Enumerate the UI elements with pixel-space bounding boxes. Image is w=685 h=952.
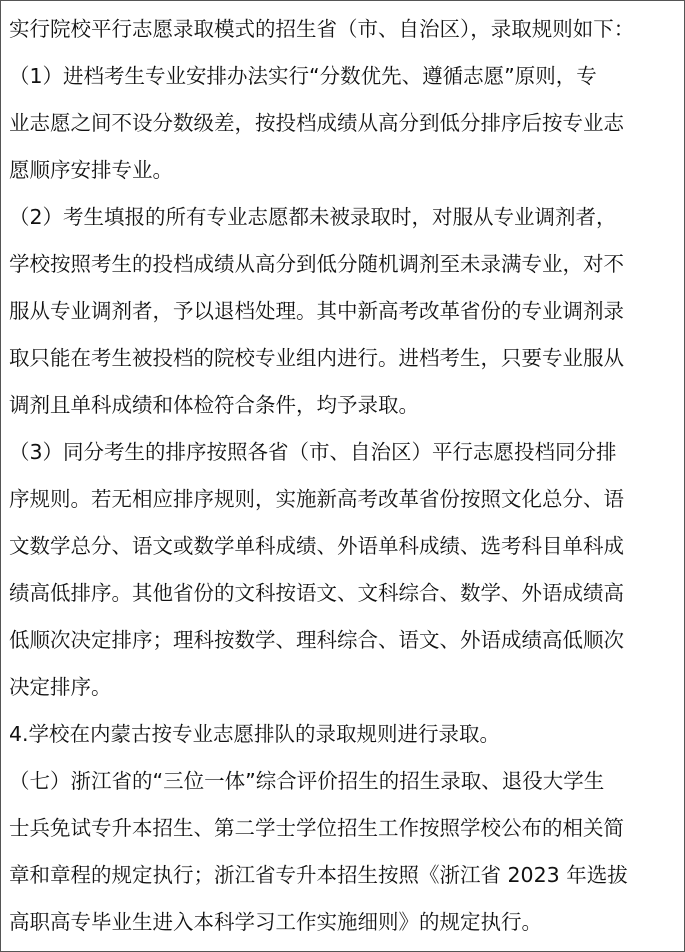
text-line-1: 实行院校平行志愿录取模式的招生省（市、自治区），录取规则如下： bbox=[9, 17, 635, 41]
text-line-4: 愿顺序安排专业。 bbox=[9, 158, 173, 182]
text-line-20: 高职高专毕业生进入本科学习工作实施细则》的规定执行。 bbox=[9, 910, 542, 934]
text-line-9: 调剂且单科成绩和体检符合条件，均予录取。 bbox=[9, 393, 419, 417]
text-line-16: 4.学校在内蒙古按专业志愿排队的录取规则进行录取。 bbox=[9, 722, 501, 746]
text-line-6: 学校按照考生的投档成绩从高分到低分随机调剂至未录满专业，对不 bbox=[9, 252, 624, 276]
text-line-19: 章和章程的规定执行；浙江省专升本招生按照《浙江省 2023 年选拔 bbox=[9, 863, 628, 887]
text-line-10: （3）同分考生的排序按照各省（市、自治区）平行志愿投档同分排 bbox=[9, 440, 617, 464]
text-line-7: 服从专业调剂者，予以退档处理。其中新高考改革省份的专业调剂录 bbox=[9, 299, 624, 323]
text-line-2: （1）进档考生专业安排办法实行“分数优先、遵循志愿”原则，专 bbox=[9, 64, 597, 88]
text-line-14: 低顺次决定排序；理科按数学、理科综合、语文、外语成绩高低顺次 bbox=[9, 628, 624, 652]
text-line-18: 士兵免试专升本招生、第二学士学位招生工作按照学校公布的相关简 bbox=[9, 816, 624, 840]
text-line-8: 取只能在考生被投档的院校专业组内进行。进档考生，只要专业服从 bbox=[9, 346, 624, 370]
text-line-17: （七）浙江省的“三位一体”综合评价招生的招生录取、退役大学生 bbox=[9, 769, 605, 793]
text-line-15: 决定排序。 bbox=[9, 675, 112, 699]
text-line-12: 文数学总分、语文或数学单科成绩、外语单科成绩、选考科目单科成 bbox=[9, 534, 624, 558]
text-line-13: 绩高低排序。其他省份的文科按语文、文科综合、数学、外语成绩高 bbox=[9, 581, 624, 605]
text-line-11: 序规则。若无相应排序规则，实施新高考改革省份按照文化总分、语 bbox=[9, 487, 624, 511]
text-line-5: （2）考生填报的所有专业志愿都未被录取时，对服从专业调剂者， bbox=[9, 205, 617, 229]
text-line-3: 业志愿之间不设分数级差，按投档成绩从高分到低分排序后按专业志 bbox=[9, 111, 624, 135]
